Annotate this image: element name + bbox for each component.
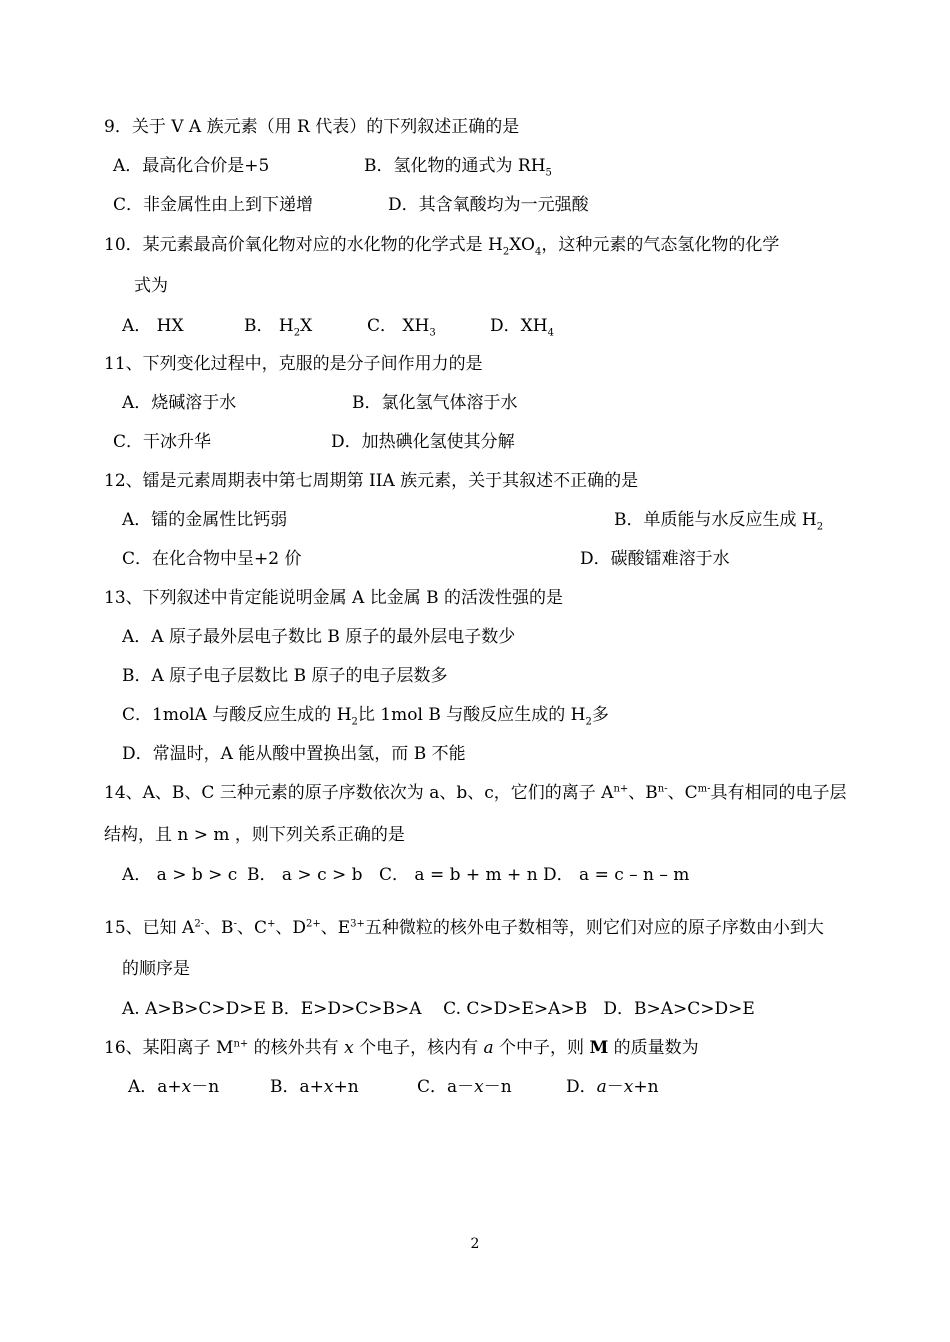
q11-option-b: B．氯化氢气体溶于水 [352, 393, 518, 413]
q15-options: A. A>B>C>D>E B．E>D>C>B>A C. C>D>E>A>B D．B>A>C>D>E [122, 999, 755, 1019]
q15-stem: 15、已知 $A^{2-}$、B-、C+、$D^{2+}$、$E^{3+}$五种微粒的核外电子数相等，则它们对应的原子序数由小到大 [104, 918, 824, 938]
q14-option-c: C． a = b + m + n [379, 865, 538, 885]
q14-option-d: D． a = c – n – m [543, 865, 690, 885]
q13-stem: 13、下列叙述中肯定能说明金属 A 比金属 B 的活泼性强的是 [104, 588, 564, 608]
q10-option-c: C． $XH_3$ [367, 316, 436, 339]
q13-option-d: D．常温时，A 能从酸中置换出氢，而 B 不能 [122, 744, 466, 764]
page-number: 2 [470, 1236, 480, 1252]
q11-option-d: D．加热碘化氢使其分解 [331, 432, 515, 452]
q11-option-c: C．干冰升华 [113, 432, 212, 452]
q12-option-c: C．在化合物中呈+2 价 [122, 549, 302, 569]
q14-stem: 14、A、B、C 三种元素的原子序数依次为 a、b、c，它们的离子 $A^{n+}$、$B^{n-}$、$C^{m-}$具有相同的电子层 [104, 783, 847, 803]
q11-option-a: A．烧碱溶于水 [122, 393, 237, 413]
q10-stem-line2: 式为 [134, 276, 168, 296]
q10-option-b: B． $H_2X$ [244, 316, 313, 339]
q9-stem: 9．关于 V A 族元素（用 R 代表）的下列叙述正确的是 [104, 117, 520, 137]
q9-option-a: A．最高化合价是+5 [113, 156, 270, 176]
q12-option-d: D．碳酸镭难溶于水 [580, 549, 730, 569]
q12-option-b: B．单质能与水反应生成 $H_2$ [614, 510, 824, 533]
q14-option-a: A． a > b > c [122, 865, 238, 885]
q9-option-c: C．非金属性由上到下递增 [113, 195, 314, 215]
q9-option-b: B．氢化物的通式为 $RH_5$ [364, 156, 552, 179]
q14-stem-line2: 结构，且 n > m ，则下列关系正确的是 [104, 825, 405, 845]
q16-option-d: D．a－x+n [566, 1077, 659, 1097]
q10-option-d: D．$XH_4$ [490, 316, 554, 339]
q12-stem: 12、镭是元素周期表中第七周期第 IIA 族元素，关于其叙述不正确的是 [104, 471, 639, 491]
q14-option-b: B． a > c > b [247, 865, 363, 885]
q16-option-c: C．a－x－n [417, 1077, 512, 1097]
q10-stem: 10．某元素最高价氧化物对应的水化物的化学式是 $H_2XO_4$，这种元素的气态氢化物的化学 [104, 235, 780, 258]
q16-stem: 16、某阳离子 $M^{n+}$ 的核外共有 x 个电子，核内有 a 个中子，则 M 的质量数为 [104, 1038, 699, 1058]
q13-option-c: C．1molA 与酸反应生成的 $H_2$比 1mol B 与酸反应生成的 $H_2$多 [122, 705, 609, 728]
q16-option-b: B．a+x+n [270, 1077, 359, 1097]
q16-option-a: A．a+x－n [128, 1077, 220, 1097]
q15-stem-line2: 的顺序是 [122, 959, 190, 979]
q10-option-a: A． HX [122, 316, 184, 336]
q13-option-b: B．A 原子电子层数比 B 原子的电子层数多 [122, 666, 448, 686]
q11-stem: 11、下列变化过程中，克服的是分子间作用力的是 [104, 354, 483, 374]
q13-option-a: A．A 原子最外层电子数比 B 原子的最外层电子数少 [122, 627, 516, 647]
q9-option-d: D．其含氧酸均为一元强酸 [388, 195, 589, 215]
q12-option-a: A．镭的金属性比钙弱 [122, 510, 288, 530]
